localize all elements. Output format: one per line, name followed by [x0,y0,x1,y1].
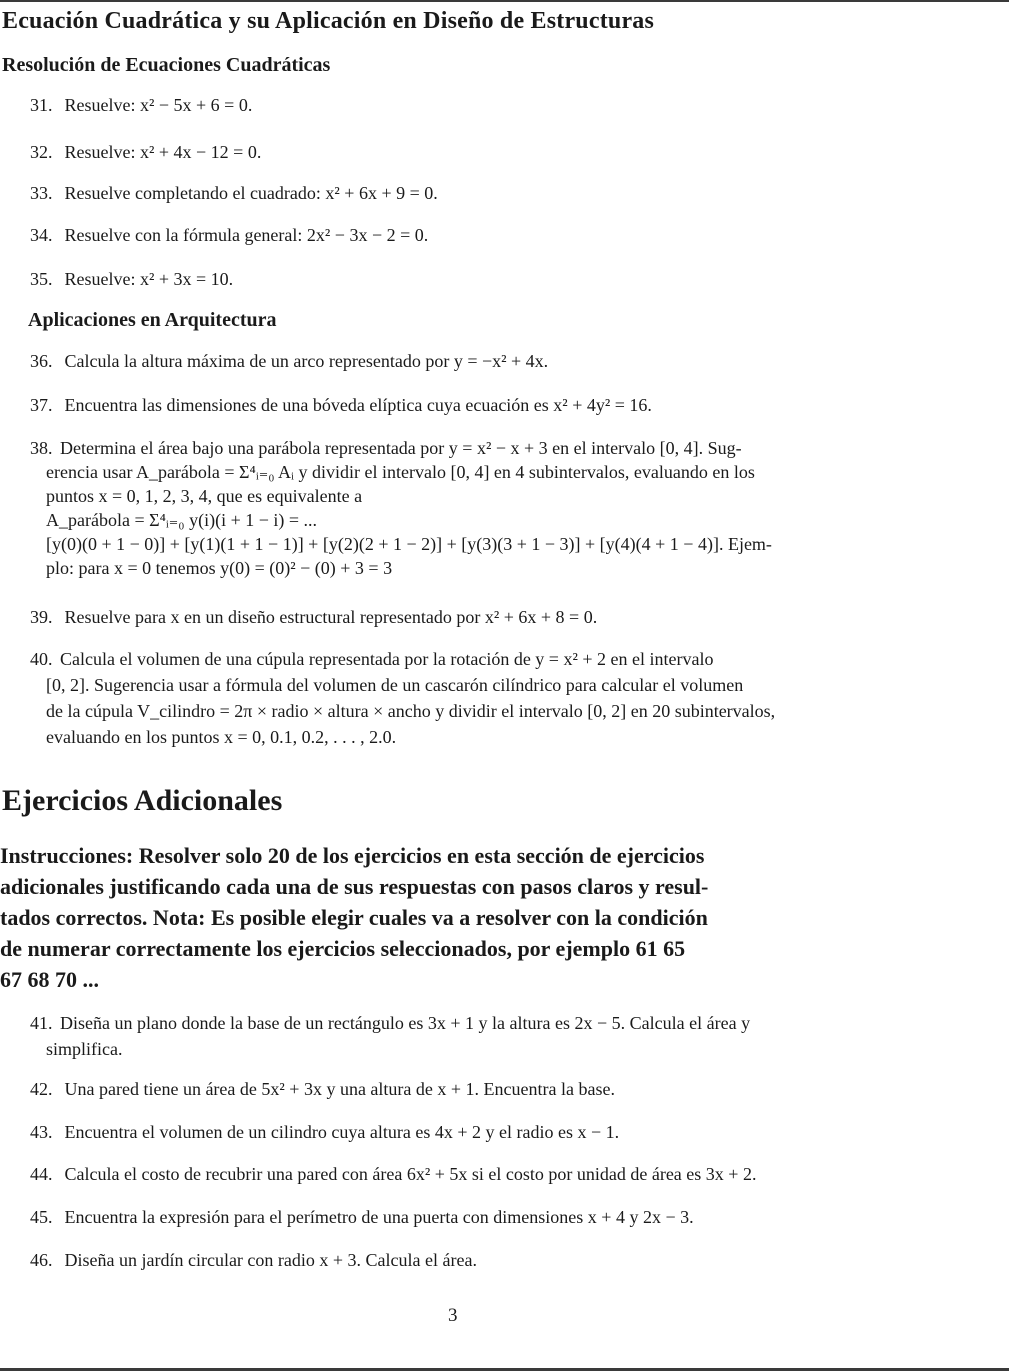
exercise-text-line: [0, 2]. Sugerencia usar a fórmula del volumen de un cascarón cilíndrico para calcular el volumen [46,675,744,695]
section-heading-resolucion: Resolución de Ecuaciones Cuadráticas [2,54,331,76]
exercise-39 [30,604,920,630]
top-rule [0,0,1009,2]
additional-exercises-heading: Ejercicios Adicionales [2,784,283,817]
exercise-44 [30,1161,920,1187]
exercise-45 [30,1204,920,1230]
exercise-number: 45. [30,1207,53,1227]
exercise-number: 46. [30,1250,53,1270]
exercise-number: 31. [30,95,53,115]
instructions-line: de numerar correctamente los ejercicios seleccionados, por ejemplo 61 65 [0,936,686,961]
instructions-line: adicionales justificando cada una de sus respuestas con pasos claros y resul- [0,874,709,899]
exercise-number: 40. [30,649,53,669]
exercise-number: 41. [30,1013,53,1033]
exercise-text: Resuelve: x² + 3x = 10. [64,269,234,289]
exercise-38 [30,436,920,580]
document-title: Ecuación Cuadrática y su Aplicación en Diseño de Estructuras [2,8,655,34]
exercise-number: 37. [30,395,53,415]
exercise-text: Resuelve: x² + 4x − 12 = 0. [64,142,262,162]
exercise-42 [30,1076,920,1102]
exercise-43 [30,1119,920,1145]
exercise-41 [30,1010,920,1062]
exercise-34 [30,222,920,248]
instructions-line: tados correctos. Nota: Es posible elegir cuales va a resolver con la condición [0,905,708,930]
exercise-number: 36. [30,351,53,371]
exercise-number: 34. [30,225,53,245]
exercise-number: 32. [30,142,53,162]
exercise-text-line: de la cúpula V_cilindro = 2π × radio × altura × ancho y dividir el intervalo [0, 2] en 20 subintervalos, [46,701,776,721]
exercise-text: Encuentra el volumen de un cilindro cuya altura es 4x + 2 y el radio es x − 1. [64,1122,620,1142]
exercise-text: Calcula la altura máxima de un arco representado por y = −x² + 4x. [64,351,549,371]
exercise-31 [30,92,920,118]
exercise-number: 38. [30,438,53,458]
exercise-number: 39. [30,607,53,627]
page-number: 3 [448,1305,458,1326]
instructions-line: 67 68 70 ... [0,967,99,992]
exercise-37 [30,392,920,418]
exercise-text: Diseña un jardín circular con radio x + 3. Calcula el área. [64,1250,477,1270]
exercise-46 [30,1247,920,1273]
exercise-number: 35. [30,269,53,289]
exercise-text-line: simplifica. [46,1039,123,1059]
instructions-line: Instrucciones: Resolver solo 20 de los ejercicios en esta sección de ejercicios [0,843,705,868]
exercise-text-line: Diseña un plano donde la base de un rectángulo es 3x + 1 y la altura es 2x − 5. Calcula el área y [60,1013,751,1033]
exercise-text: Resuelve completando el cuadrado: x² + 6x + 9 = 0. [64,183,438,203]
exercise-36 [30,348,920,374]
instructions-paragraph [0,840,920,995]
exercise-formula-line: A_parábola = Σ⁴ᵢ₌₀ y(i)(i + 1 − i) = ... [46,510,318,530]
exercise-number: 33. [30,183,53,203]
exercise-text: Una pared tiene un área de 5x² + 3x y una altura de x + 1. Encuentra la base. [64,1079,615,1099]
exercise-number: 43. [30,1122,53,1142]
exercise-32 [30,139,920,165]
exercise-text-line: Calcula el volumen de una cúpula representada por la rotación de y = x² + 2 en el intervalo [60,649,714,669]
exercise-text: Resuelve con la fórmula general: 2x² − 3x − 2 = 0. [64,225,429,245]
exercise-text-line: Determina el área bajo una parábola representada por y = x² − x + 3 en el intervalo [0, 4]. Sug- [60,438,742,458]
exercise-text: Calcula el costo de recubrir una pared con área 6x² + 5x si el costo por unidad de área es 3x + 2. [64,1164,757,1184]
exercise-number: 44. [30,1164,53,1184]
exercise-35 [30,266,920,292]
exercise-text-line: plo: para x = 0 tenemos y(0) = (0)² − (0) + 3 = 3 [46,558,393,578]
exercise-text: Encuentra la expresión para el perímetro de una puerta con dimensiones x + 4 y 2x − 3. [64,1207,694,1227]
exercise-formula-line: [y(0)(0 + 1 − 0)] + [y(1)(1 + 1 − 1)] + [y(2)(2 + 1 − 2)] + [y(3)(3 + 1 − 3)] + [y(4)(4 + 1 − 4)]. Ejem- [46,534,772,554]
exercise-40 [30,646,920,750]
exercise-text-line: evaluando en los puntos x = 0, 0.1, 0.2, . . . , 2.0. [46,727,397,747]
exercise-text: Resuelve: x² − 5x + 6 = 0. [64,95,253,115]
section-heading-aplicaciones: Aplicaciones en Arquitectura [28,309,277,331]
exercise-number: 42. [30,1079,53,1099]
exercise-text: Encuentra las dimensiones de una bóveda elíptica cuya ecuación es x² + 4y² = 16. [64,395,652,415]
exercise-text-line: puntos x = 0, 1, 2, 3, 4, que es equivalente a [46,486,363,506]
exercise-text: Resuelve para x en un diseño estructural representado por x² + 6x + 8 = 0. [64,607,598,627]
exercise-33 [30,180,920,206]
exercise-text-line: erencia usar A_parábola = Σ⁴ᵢ₌₀ Aᵢ y dividir el intervalo [0, 4] en 4 subintervalos, evaluando en los [46,462,755,482]
